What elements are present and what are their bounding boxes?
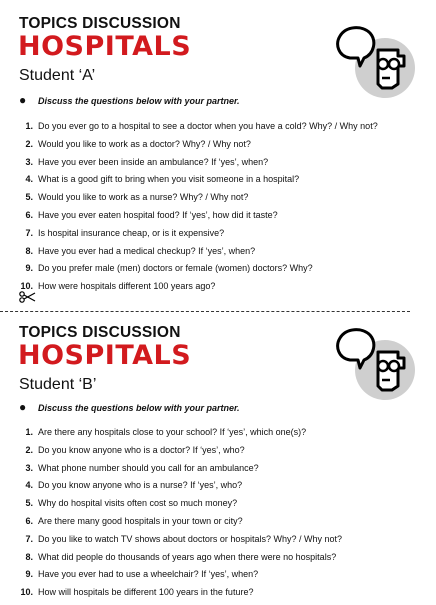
question-item (19, 427, 419, 445)
worksheet-title: HOSPITALS (18, 340, 192, 371)
question-item (19, 516, 419, 534)
question-number: 8. (25, 245, 33, 256)
question-text: What is a good gift to bring when you visit someone in a hospital? (38, 174, 300, 185)
speech-bubble-face-icon (334, 26, 416, 100)
question-text: Are there many good hospitals in your town or city? (38, 515, 243, 526)
question-text: What phone number should you call for an ambulance? (38, 462, 259, 473)
question-text: How will hospitals be different 100 years in the future? (38, 587, 254, 598)
question-number: 2. (25, 444, 33, 455)
question-item (19, 281, 419, 299)
speech-bubble-face-icon (334, 328, 416, 402)
question-number: 10. (20, 587, 33, 598)
question-item (19, 157, 419, 175)
scissors-icon (19, 291, 36, 303)
question-item (19, 498, 419, 516)
question-text: Have you ever had to use a wheelchair? If ‘yes’, when? (38, 569, 259, 580)
question-item (19, 587, 419, 605)
question-item (19, 228, 419, 246)
question-text: Why do hospital visits often cost so much money? (38, 498, 238, 509)
topics-discussion-label: TOPICS DISCUSSION (19, 324, 181, 341)
cut-line (0, 311, 410, 312)
question-item (19, 552, 419, 570)
question-number: 7. (25, 227, 33, 238)
question-text: Are there any hospitals close to your school? If ‘yes’, which one(s)? (38, 427, 307, 437)
question-number: 5. (25, 192, 33, 203)
question-item (19, 445, 419, 463)
question-list (19, 427, 419, 605)
question-number: 6. (25, 209, 33, 220)
question-number: 7. (25, 533, 33, 544)
bullet-icon: ● (19, 93, 27, 107)
question-number: 3. (25, 462, 33, 473)
question-item (19, 192, 419, 210)
question-text: Would you like to work as a nurse? Why? / Why not? (38, 192, 249, 203)
student-label: Student ‘B’ (19, 376, 97, 393)
question-list (19, 121, 419, 299)
question-number: 9. (25, 569, 33, 580)
question-text: Do you prefer male (men) doctors or female (women) doctors? Why? (38, 263, 313, 274)
question-number: 1. (25, 427, 33, 437)
question-number: 3. (25, 156, 33, 167)
question-item (19, 263, 419, 281)
instruction (19, 401, 399, 415)
question-text: Do you know anyone who is a nurse? If ‘yes’, who? (38, 480, 243, 491)
question-text: Have you ever had a medical checkup? If ‘yes’, when? (38, 245, 256, 256)
question-text: Do you ever go to a hospital to see a doctor when you have a cold? Why? / Why not? (38, 121, 378, 131)
worksheet-title: HOSPITALS (18, 31, 192, 62)
bullet-icon: ● (19, 400, 27, 414)
question-number: 6. (25, 515, 33, 526)
question-text: Do you know anyone who is a doctor? If ‘yes’, who? (38, 444, 245, 455)
student-label: Student ‘A’ (19, 67, 96, 84)
question-item (19, 174, 419, 192)
question-number: 5. (25, 498, 33, 509)
question-number: 10. (20, 281, 33, 292)
question-text: Is hospital insurance cheap, or is it expensive? (38, 227, 225, 238)
question-text: How were hospitals different 100 years ago? (38, 281, 216, 292)
question-text: Have you ever eaten hospital food? If ‘yes’, how did it taste? (38, 209, 278, 220)
question-number: 2. (25, 138, 33, 149)
question-number: 1. (25, 121, 33, 131)
topics-discussion-label: TOPICS DISCUSSION (19, 15, 181, 32)
question-item (19, 246, 419, 264)
question-number: 4. (25, 174, 33, 185)
instruction-text: Discuss the questions below with your partner. (38, 403, 240, 413)
instruction-text: Discuss the questions below with your partner. (38, 96, 240, 106)
question-item (19, 463, 419, 481)
question-text: Have you ever been inside an ambulance? If ‘yes’, when? (38, 156, 269, 167)
question-number: 8. (25, 551, 33, 562)
instruction (19, 94, 399, 108)
question-text: Do you like to watch TV shows about doctors or hospitals? Why? / Why not? (38, 533, 342, 544)
question-item (19, 534, 419, 552)
question-item (19, 210, 419, 228)
question-item (19, 121, 419, 139)
question-item (19, 569, 419, 587)
question-number: 9. (25, 263, 33, 274)
question-number: 4. (25, 480, 33, 491)
question-text: Would you like to work as a doctor? Why? / Why not? (38, 138, 251, 149)
question-text: What did people do thousands of years ago when there were no hospitals? (38, 551, 337, 562)
question-item (19, 480, 419, 498)
question-item (19, 139, 419, 157)
